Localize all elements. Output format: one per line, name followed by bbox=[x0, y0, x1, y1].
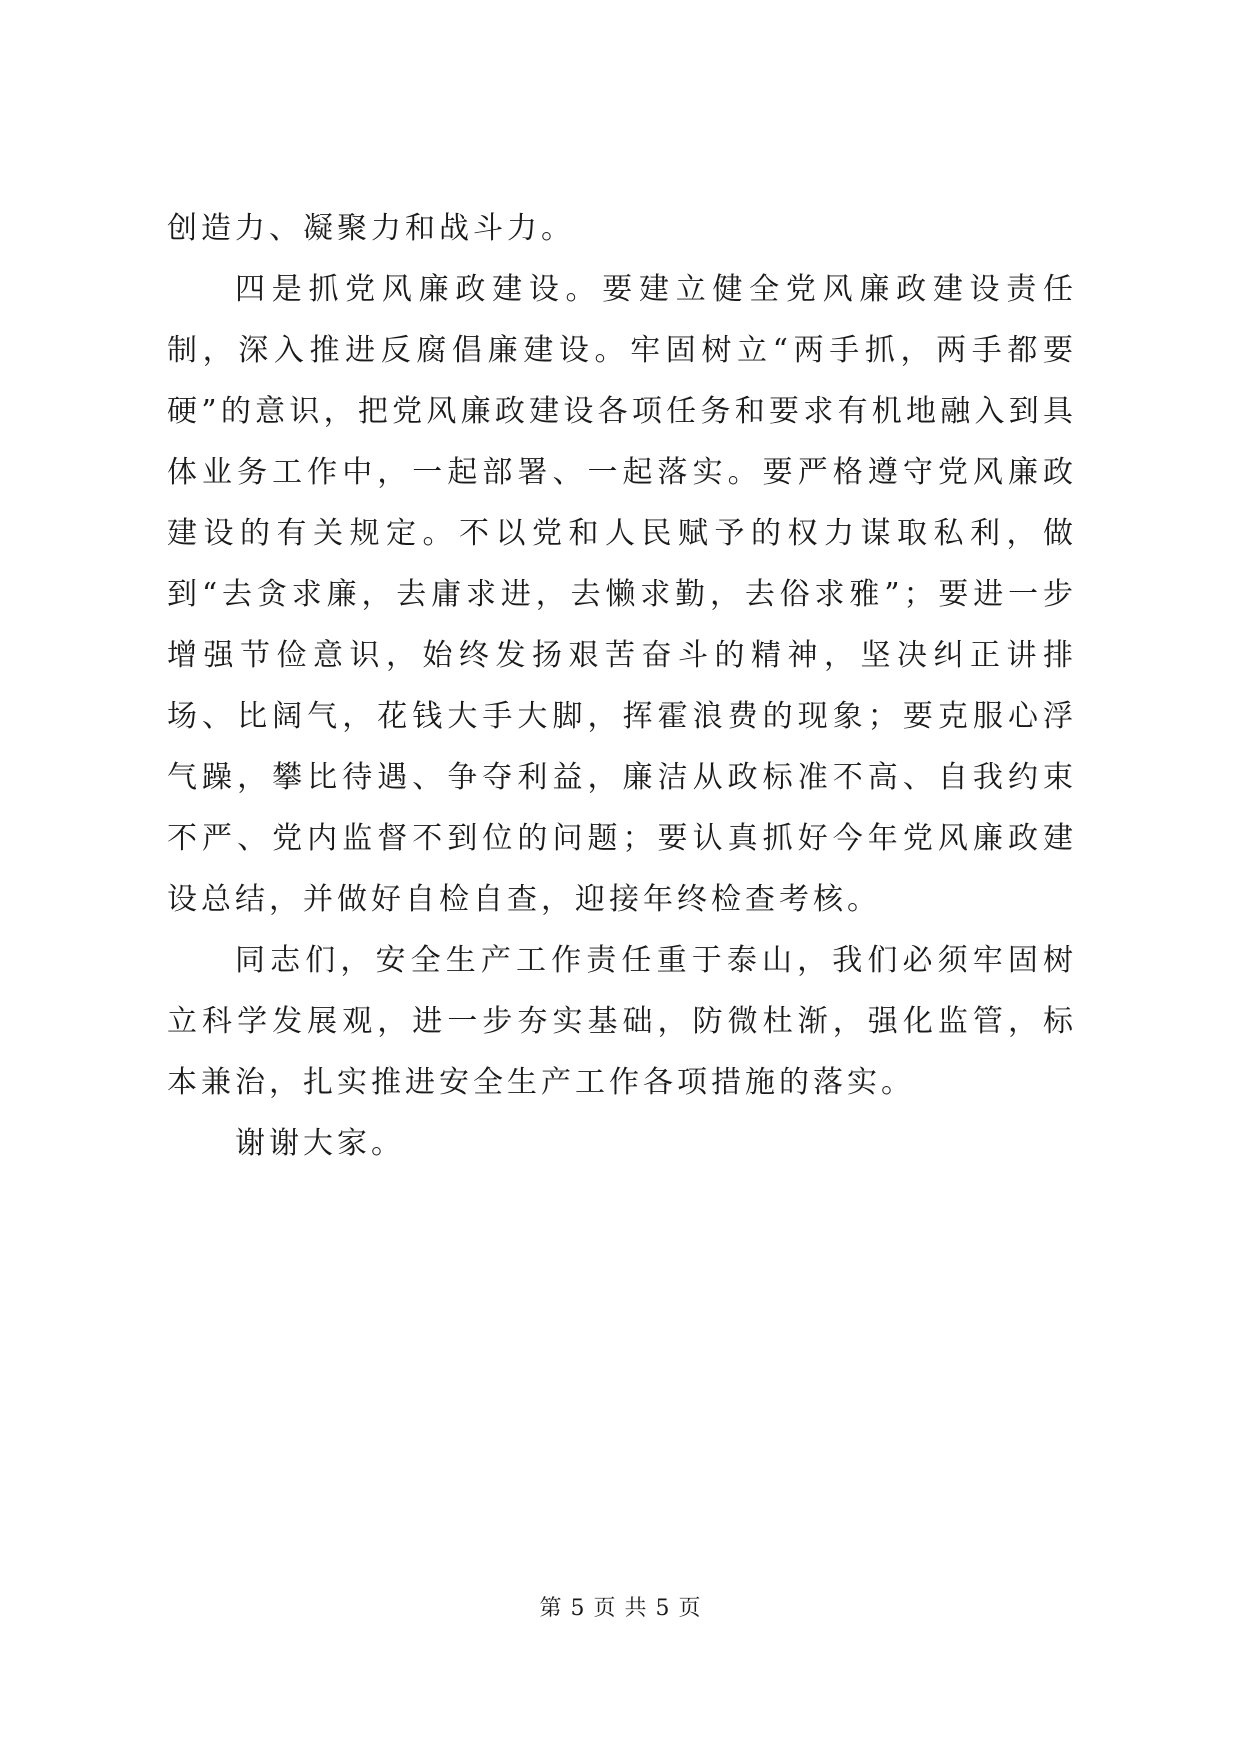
paragraph-closing-thanks: 谢谢大家。 bbox=[235, 1126, 405, 1161]
paragraph-safety-production: 同志们，安全生产工作责任重于泰山，我们必须牢固树立科学发展观，进一步夯实基础，防微杜渐，强化监管，标本兼治，扎实推进安全生产工作各项措施的落实。 bbox=[167, 943, 1077, 1100]
paragraph-continuation: 创造力、凝聚力和战斗力。 bbox=[167, 211, 575, 246]
paragraph-party-conduct: 四是抓党风廉政建设。要建立健全党风廉政建设责任制，深入推进反腐倡廉建设。牢固树立“两手抓，两手都要硬”的意识，把党风廉政建设各项任务和要求有机地融入到具体业务工作中，一起部署、一起落实。要严格遵守党风廉政建设的有关规定。不以党和人民赋予的权力谋取私利，做到“去贪求廉，去庸求进，去懒求勤，去俗求雅”；要进一步增强节俭意识，始终发扬艰苦奋斗的精神，坚决纠正讲排场、比阔气，花钱大手大脚，挥霍浪费的现象；要克服心浮气躁，攀比待遇、争夺利益，廉洁从政标准不高、自我约束不严、党内监督不到位的问题；要认真抓好今年党风廉政建设总结，并做好自检自查，迎接年终检查考核。 bbox=[167, 272, 1077, 917]
page-number-footer: 第 5 页 共 5 页 bbox=[539, 1596, 702, 1621]
document-body bbox=[167, 198, 1077, 1174]
